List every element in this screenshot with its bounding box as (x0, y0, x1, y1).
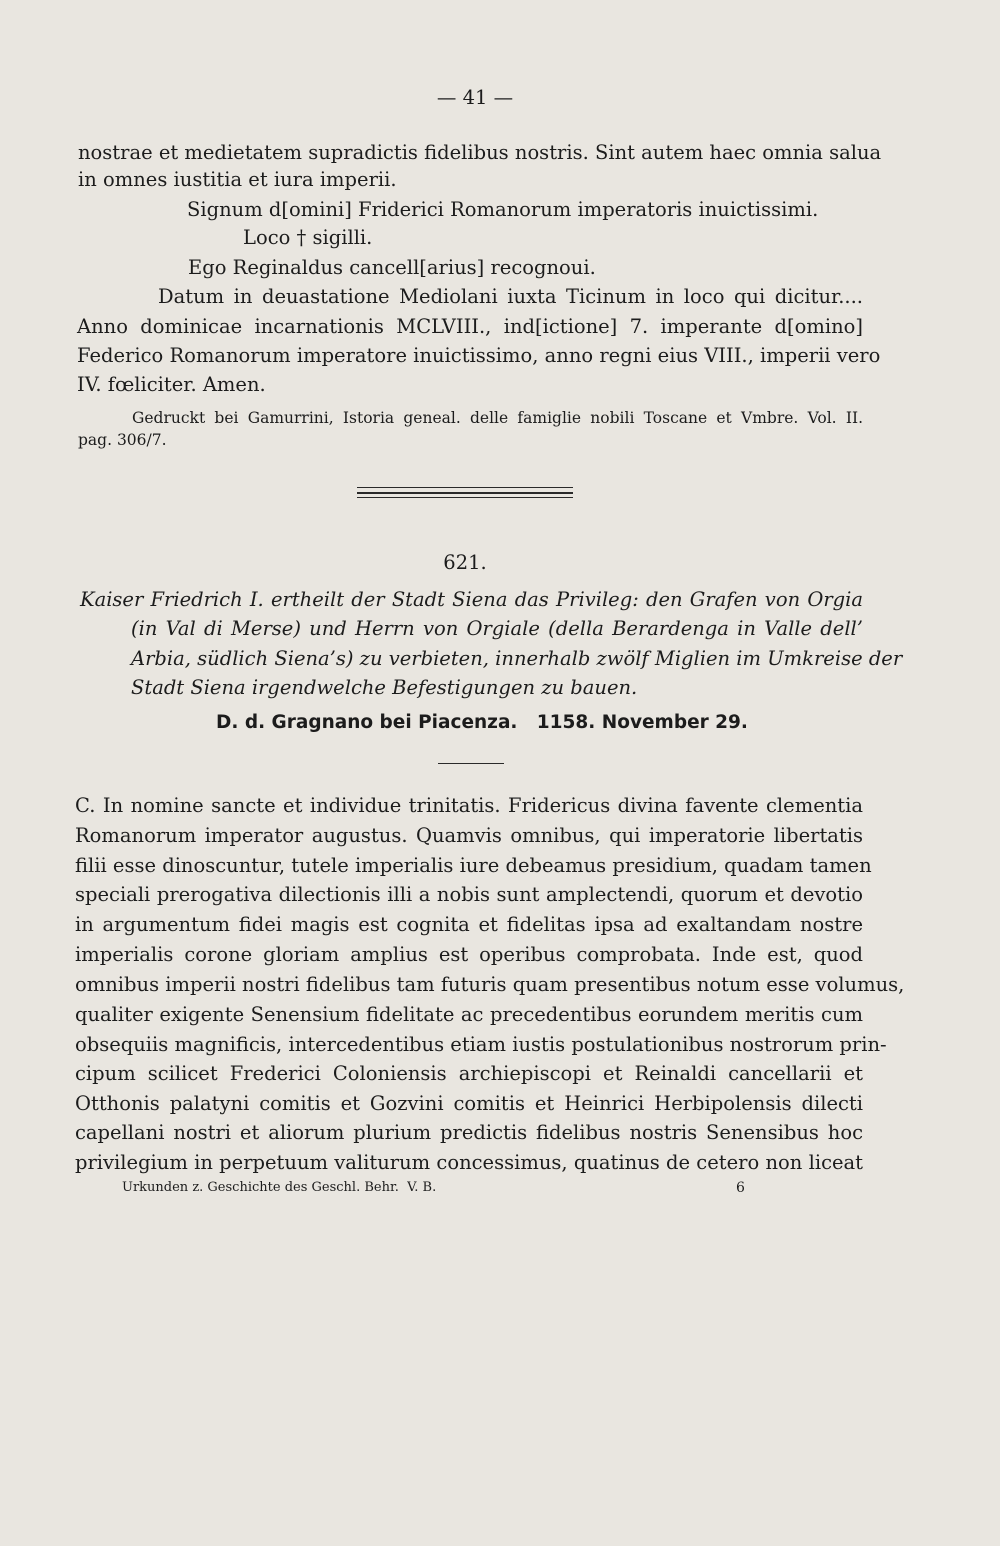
text-line: Romanorum imperator augustus. Quamvis omnibus, qui imperatorie libertatis (75, 824, 863, 847)
text-line: Datum in deuastatione Mediolani iuxta Ticinum in loco qui dicitur.... (158, 285, 863, 308)
text-line: Loco † sigilli. (243, 226, 373, 249)
text-line: Signum d[omini] Friderici Romanorum imperatoris inuictissimi. (187, 198, 819, 221)
separator-rule (357, 497, 573, 498)
print-note: Gedruckt bei Gamurrini, Istoria geneal. delle famiglie nobili Toscane et Vmbre. Vol. II. (132, 409, 863, 427)
separator-rule (357, 492, 573, 494)
text-line: nostrae et medietatem supradictis fidelibus nostris. Sint autem haec omnia salua (78, 141, 882, 164)
text-line: filii esse dinoscuntur, tutele imperialis iure debeamus presidium, quadam tamen (75, 854, 872, 877)
text-line: qualiter exigente Senensium fidelitate ac precedentibus eorundem meritis cum (75, 1003, 863, 1026)
text-line: cipum scilicet Frederici Coloniensis archiepiscopi et Reinaldi cancellarii et (75, 1062, 863, 1085)
short-rule (438, 763, 504, 764)
text-line: IV. fœliciter. Amen. (77, 373, 266, 396)
print-note: pag. 306/7. (78, 431, 167, 449)
page-number: — 41 — (436, 86, 514, 109)
regest-line: (in Val di Merse) und Herrn von Orgiale (della Berardenga in Valle dell’ (131, 617, 863, 640)
text-line: Otthonis palatyni comitis et Gozvini comitis et Heinrici Herbipolensis dilecti (75, 1092, 863, 1115)
text-line: obsequiis magnificis, intercedentibus etiam iustis postulationibus nostrorum prin- (75, 1033, 887, 1056)
text-line: capellani nostri et aliorum plurium predictis fidelibus nostris Senensibus hoc (75, 1121, 863, 1144)
text-line: Ego Reginaldus cancell[arius] recognoui. (188, 256, 596, 279)
regest-line: Stadt Siena irgendwelche Befestigungen zu bauen. (131, 676, 638, 699)
footer-sheet-number: 6 (736, 1180, 745, 1196)
text-line: imperialis corone gloriam amplius est operibus comprobata. Inde est, quod (75, 943, 863, 966)
text-line (75, 794, 863, 817)
text-line: in omnes iustitia et iura imperii. (78, 168, 397, 191)
text-line: privilegium in perpetuum valiturum concessimus, quatinus de cetero non liceat (75, 1151, 863, 1174)
regest-line: Kaiser Friedrich I. ertheilt der Stadt Siena das Privileg: den Grafen von Orgia (80, 588, 863, 611)
text-line: speciali prerogativa dilectionis illi a nobis sunt amplectendi, quorum et devotio (75, 883, 863, 906)
text-line: Anno dominicae incarnationis MCLVIII., ind[ictione] 7. imperante d[omino] (77, 315, 863, 338)
text-line: omnibus imperii nostri fidelibus tam futuris quam presentibus notum esse volumus, (75, 973, 905, 996)
text-line: Federico Romanorum imperatore inuictissimo, anno regni eius VIII., imperii vero (77, 344, 881, 367)
text-line: in argumentum fidei magis est cognita et fidelitas ipsa ad exaltandam nostre (75, 913, 863, 936)
footer-signature: Urkunden z. Geschichte des Geschl. Behr. V. B. (122, 1180, 437, 1195)
regest-line: Arbia, südlich Siena’s) zu verbieten, innerhalb zwölf Miglien im Umkreise der (131, 647, 903, 670)
document-number: 621. (443, 551, 487, 574)
text-line-content: C. In nomine sancte et individue trinitatis. Fridericus divina favente clementia (75, 794, 863, 817)
separator-rule (357, 487, 573, 488)
dating-line: D. d. Gragnano bei Piacenza. 1158. November 29. (216, 712, 748, 733)
